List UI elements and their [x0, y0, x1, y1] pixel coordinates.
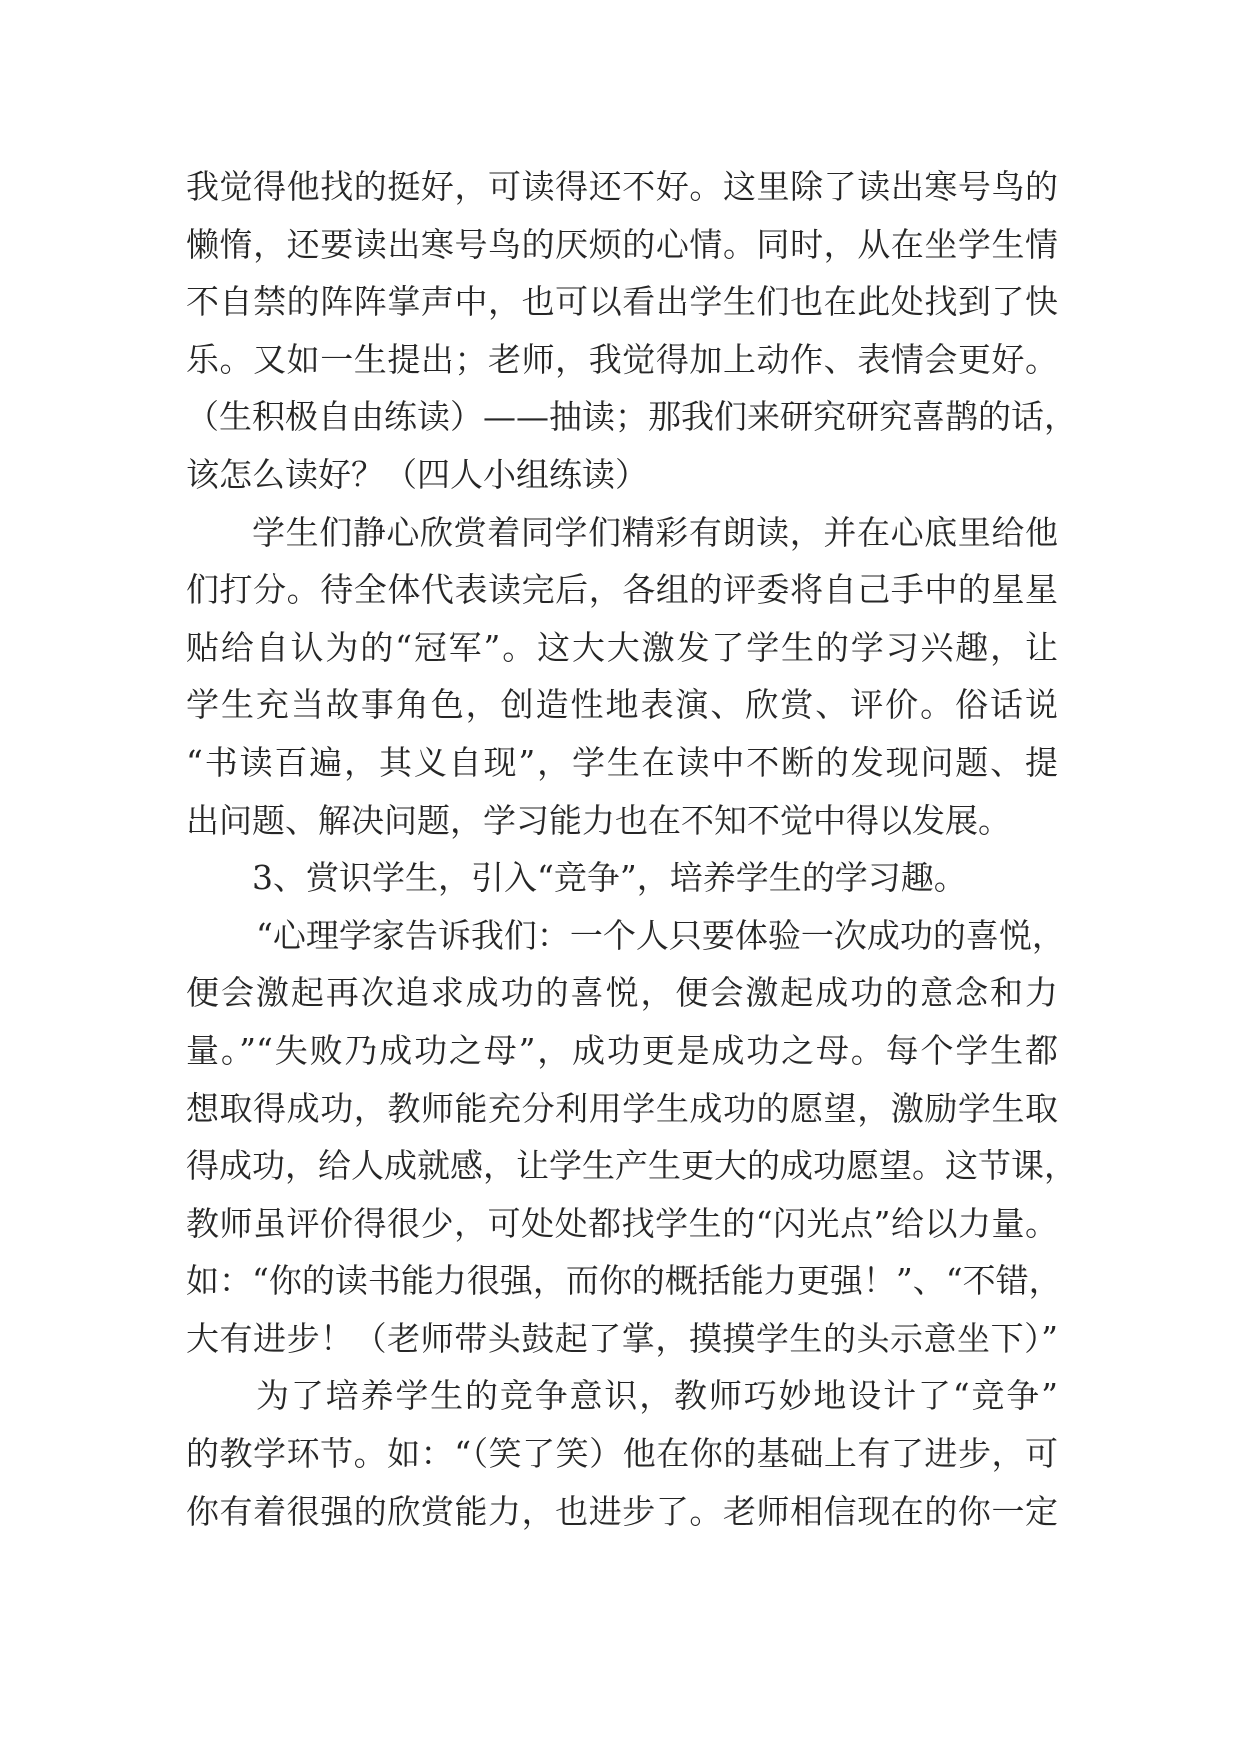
text-line: 想取得成功，教师能充分利用学生成功的愿望，激励学生取: [186, 1088, 1058, 1128]
text-line: 量。”“失败乃成功之母”，成功更是成功之母。每个学生都: [186, 1030, 1058, 1070]
text-line: （生积极自由练读）——抽读；那我们来研究研究喜鹊的话，: [186, 397, 1077, 437]
text-line: 乐。又如一生提出；老师，我觉得加上动作、表情会更好。: [186, 339, 1058, 379]
text-line: “心理学家告诉我们：一个人只要体验一次成功的喜悦，: [256, 915, 1065, 955]
text-line: 如：“你的读书能力很强，而你的概括能力更强！”、“不错，: [186, 1261, 1062, 1301]
text-line: 我觉得他找的挺好，可读得还不好。这里除了读出寒号鸟的: [186, 167, 1058, 206]
text-line: “书读百遍，其义自现”，学生在读中不断的发现问题、提: [186, 742, 1058, 782]
text-line: 们打分。待全体代表读完后，各组的评委将自己手中的星星: [186, 570, 1058, 610]
section-heading: 3、赏识学生，引入“竞争”，培养学生的学习趣。: [252, 858, 967, 898]
text-line: 该怎么读好？（四人小组练读）: [186, 454, 648, 494]
text-line: 的教学环节。如：“（笑了笑）他在你的基础上有了进步，可: [186, 1434, 1058, 1474]
document-body: [186, 158, 1077, 1540]
text-line: 学生充当故事角色，创造性地表演、欣赏、评价。俗话说: [186, 685, 1058, 725]
text-line: 为了培养学生的竞争意识，教师巧妙地设计了“竞争”: [256, 1376, 1058, 1416]
text-line: 不自禁的阵阵掌声中，也可以看出学生们也在此处找到了快: [186, 282, 1058, 322]
text-line: 学生们静心欣赏着同学们精彩有朗读，并在心底里给他: [252, 512, 1058, 552]
text-line: 便会激起再次追求成功的喜悦，便会激起成功的意念和力: [186, 973, 1058, 1013]
text-line: 教师虽评价得很少，可处处都找学生的“闪光点”给以力量。: [186, 1203, 1058, 1243]
text-line: 贴给自认为的“冠军”。这大大激发了学生的学习兴趣，让: [186, 627, 1058, 667]
text-line: 你有着很强的欣赏能力，也进步了。老师相信现在的你一定: [186, 1491, 1058, 1531]
text-line: 得成功，给人成就感，让学生产生更大的成功愿望。这节课，: [186, 1146, 1077, 1186]
text-line: 出问题、解决问题，学习能力也在不知不觉中得以发展。: [186, 800, 1011, 840]
text-line: 懒惰，还要读出寒号鸟的厌烦的心情。同时，从在坐学生情: [186, 224, 1058, 264]
text-line: 大有进步！（老师带头鼓起了掌，摸摸学生的头示意坐下）”: [186, 1318, 1058, 1358]
